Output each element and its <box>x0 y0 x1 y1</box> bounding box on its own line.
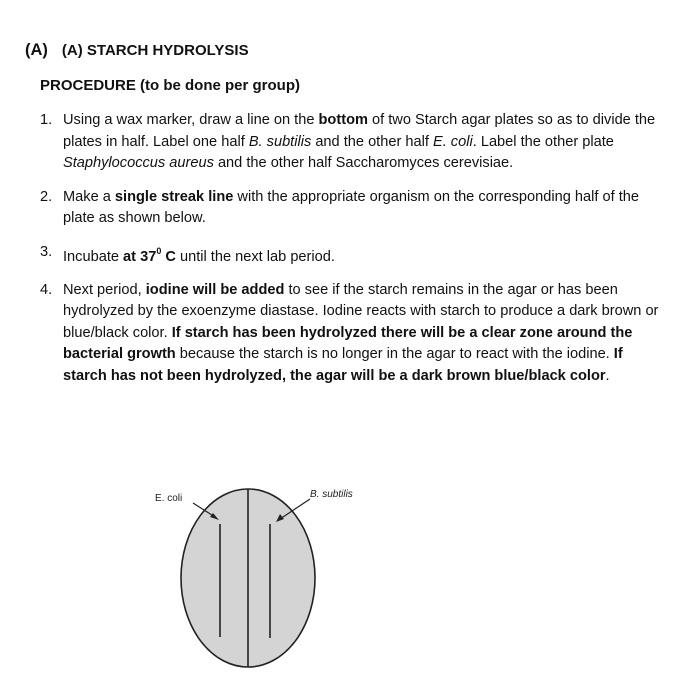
step-text: Make a <box>63 188 115 205</box>
section-title: (A) STARCH HYDROLYSIS <box>61 42 249 59</box>
procedure-step <box>40 242 660 268</box>
step-text: . <box>605 367 610 384</box>
step-text: Using a wax marker, draw a line on the <box>63 112 319 128</box>
step-text: single streak line <box>114 188 234 205</box>
step-text: iodine will be added <box>145 281 285 298</box>
procedure-step <box>40 187 660 230</box>
step-number: 3. <box>40 243 53 260</box>
step-text: and the other half <box>311 133 433 150</box>
section-letter: (A) <box>25 41 48 59</box>
procedure-step <box>40 110 660 175</box>
step-text: Incubate <box>63 248 124 265</box>
step-text: bottom <box>318 112 368 128</box>
procedure-title: PROCEDURE (to be done per group) <box>40 77 300 94</box>
step-text: 0 <box>156 246 162 257</box>
procedure-steps-list <box>40 110 660 399</box>
step-text: and the other half Saccharomyces cerevisiae. <box>213 155 514 171</box>
step-text: If starch has been hydrolyzed there will be a clear zone around the bacterial growth <box>63 324 633 363</box>
step-text: Next period, <box>63 281 146 298</box>
step-text: at 37 <box>123 248 157 265</box>
procedure-step <box>40 280 660 388</box>
step-text: E. coli <box>432 133 473 150</box>
step-text: If starch has not been hydrolyzed, the agar will be a dark brown blue/black color <box>63 346 623 384</box>
step-text: . Label the other plate <box>472 133 614 150</box>
step-number: 4. <box>40 281 53 298</box>
step-number: 1. <box>40 112 53 128</box>
agar-plate-diagram <box>140 478 370 678</box>
step-text: of two Starch agar plates so as to divide the plates in half. Label one half <box>63 112 656 150</box>
b-subtilis-label: B. subtilis <box>310 489 353 500</box>
step-text: C <box>161 248 176 265</box>
step-number: 2. <box>40 188 53 205</box>
step-text: Staphylococcus aureus <box>63 155 214 171</box>
step-text: with the appropriate organism on the corresponding half of the plate as shown below. <box>63 188 639 226</box>
step-text: to see if the starch remains in the agar or has been hydrolyzed by the exoenzyme diastase. Iodine reacts with starch to produce a dark brown or blue/black color. <box>63 281 659 341</box>
e-coli-label: E. coli <box>155 493 183 504</box>
step-text: B. subtilis <box>248 133 312 150</box>
step-text: until the next lab period. <box>175 248 335 265</box>
section-heading <box>25 41 249 60</box>
step-text: because the starch is no longer in the agar to react with the iodine. <box>175 346 614 363</box>
